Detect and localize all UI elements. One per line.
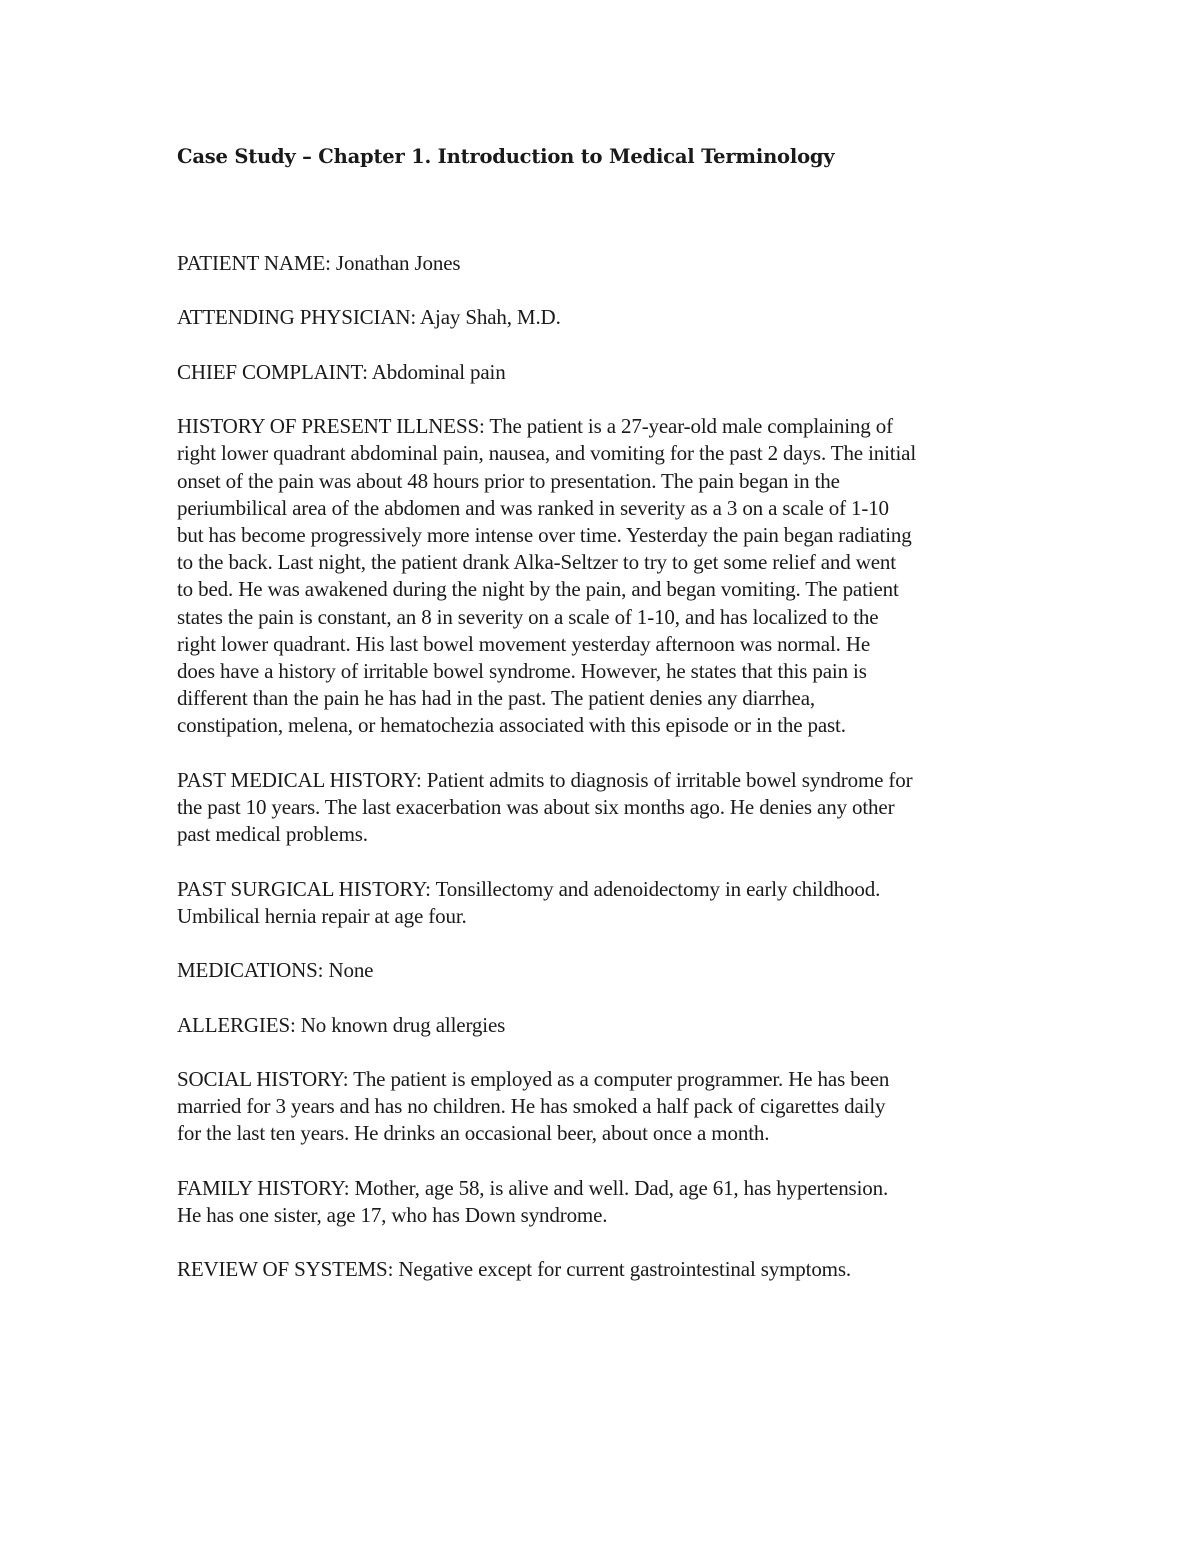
text-line: constipation, melena, or hematochezia associated with this episode or in the past. (177, 713, 846, 738)
text-line: PATIENT NAME: Jonathan Jones (177, 251, 461, 275)
text-line: does have a history of irritable bowel syndrome. However, he states that this pain is (177, 659, 867, 683)
text-line: past medical problems. (177, 822, 368, 847)
section-history-present-illness (177, 413, 1037, 739)
text-line: ATTENDING PHYSICIAN: Ajay Shah, M.D. (177, 305, 561, 330)
text-line: onset of the pain was about 48 hours prior to presentation. The pain began in the (177, 468, 840, 493)
document-title: Case Study – Chapter 1. Introduction to Medical Terminology (177, 145, 835, 168)
text-line: FAMILY HISTORY: Mother, age 58, is alive and well. Dad, age 61, has hypertension. (177, 1175, 889, 1200)
text-line: PAST SURGICAL HISTORY: Tonsillectomy and adenoidectomy in early childhood. (177, 876, 881, 901)
text-line: for the last ten years. He drinks an occasional beer, about once a month. (177, 1121, 770, 1146)
text-line: CHIEF COMPLAINT: Abdominal pain (177, 359, 506, 384)
text-line: different than the pain he has had in the past. The patient denies any diarrhea, (177, 686, 815, 711)
text-line: married for 3 years and has no children. He has smoked a half pack of cigarettes daily (177, 1094, 886, 1119)
section-allergies (177, 1012, 1037, 1039)
section-attending-physician (177, 304, 1037, 331)
text-line: SOCIAL HISTORY: The patient is employed as a computer programmer. He has been (177, 1066, 890, 1091)
text-line: to the back. Last night, the patient drank Alka-Seltzer to try to get some relief and went (177, 550, 896, 575)
text-line: MEDICATIONS: None (177, 958, 374, 983)
text-line: the past 10 years. The last exacerbation was about six months ago. He denies any other (177, 795, 895, 819)
text-line: but has become progressively more intense over time. Yesterday the pain began radiating (177, 522, 912, 547)
text-line: right lower quadrant abdominal pain, nausea, and vomiting for the past 2 days. The initial (177, 441, 917, 466)
text-line: PAST MEDICAL HISTORY: Patient admits to diagnosis of irritable bowel syndrome for (177, 767, 913, 792)
text-line: to bed. He was awakened during the night by the pain, and began vomiting. The patient (177, 577, 899, 602)
text-line: ALLERGIES: No known drug allergies (177, 1012, 506, 1037)
text-line: right lower quadrant. His last bowel movement yesterday afternoon was normal. He (177, 631, 871, 656)
text-line: HISTORY OF PRESENT ILLNESS: The patient is a 27-year-old male complaining of (177, 414, 893, 439)
text-line: states the pain is constant, an 8 in severity on a scale of 1-10, and has localized to the (177, 604, 879, 629)
section-past-medical-history (177, 767, 1037, 849)
text-line: Umbilical hernia repair at age four. (177, 903, 467, 928)
section-chief-complaint (177, 359, 1037, 386)
document-body (177, 250, 1037, 1311)
section-social-history (177, 1066, 1037, 1148)
text-line: periumbilical area of the abdomen and was ranked in severity as a 3 on a scale of 1-10 (177, 495, 889, 520)
section-patient-name (177, 250, 1037, 277)
section-review-of-systems (177, 1256, 1037, 1283)
section-past-surgical-history (177, 876, 1037, 930)
text-line: He has one sister, age 17, who has Down syndrome. (177, 1202, 608, 1227)
section-family-history (177, 1175, 1037, 1229)
text-line: REVIEW OF SYSTEMS: Negative except for current gastrointestinal symptoms. (177, 1257, 851, 1282)
section-medications (177, 957, 1037, 984)
